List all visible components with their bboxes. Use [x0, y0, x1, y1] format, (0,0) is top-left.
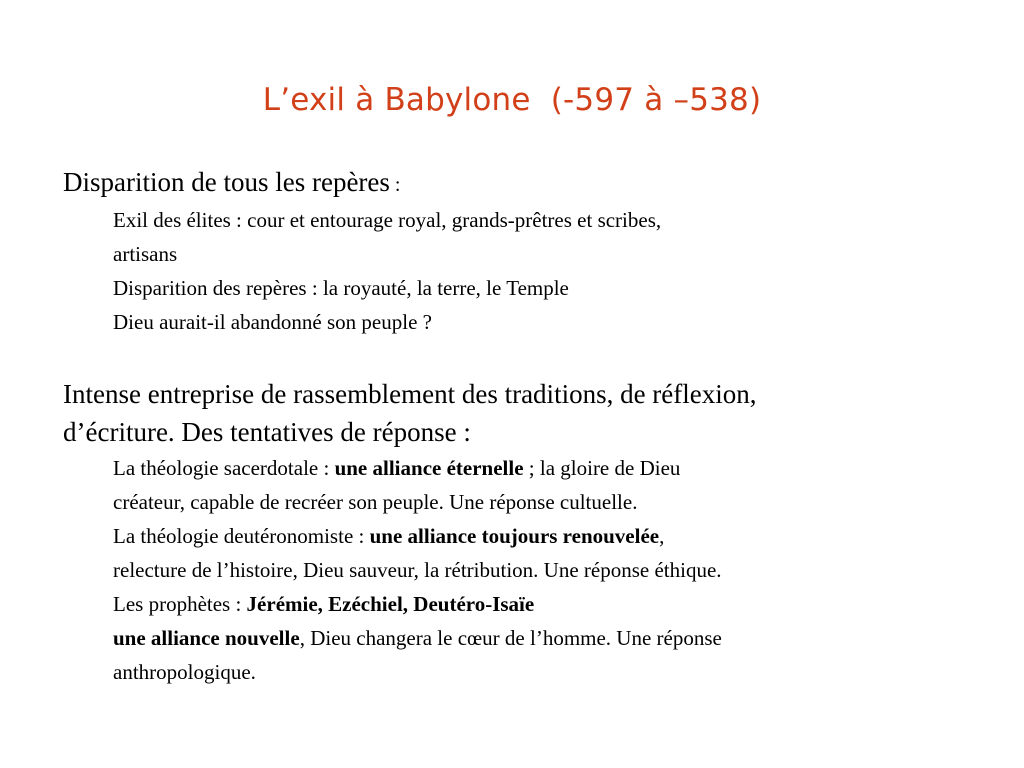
- item-suffix: ,: [659, 524, 665, 548]
- item-continuation: relecture de l’histoire, Dieu sauveur, la rétribution. Une réponse éthique.: [113, 558, 722, 582]
- item-continuation: anthropologique.: [113, 660, 256, 684]
- list-item-alliance-nouvelle: [63, 621, 963, 689]
- sub-list: [63, 203, 963, 339]
- list-item-text-cont: artisans: [113, 242, 178, 266]
- list-item: [63, 271, 963, 305]
- item-emphasis: Jérémie, Ezéchiel, Deutéro-Isaïe: [246, 592, 535, 616]
- sub-list: [63, 451, 963, 689]
- item-continuation: créateur, capable de recréer son peuple. Une réponse cultuelle.: [113, 490, 638, 514]
- list-item-text: Dieu aurait-il abandonné son peuple ?: [113, 310, 432, 334]
- section-disparition: [63, 164, 963, 339]
- slide-title: L’exil à Babylone (-597 à –538): [262, 82, 762, 118]
- list-item-sacerdotale: [63, 451, 963, 519]
- list-item-text: Disparition des repères : la royauté, la terre, le Temple: [113, 276, 569, 300]
- section-rassemblement: [63, 375, 963, 689]
- item-emphasis: une alliance toujours renouvelée: [369, 524, 660, 548]
- list-item-text: Exil des élites : cour et entourage royal, grands-prêtres et scribes,: [113, 208, 662, 232]
- section-heading-colon: :: [389, 174, 401, 196]
- item-emphasis: une alliance éternelle: [334, 456, 524, 480]
- item-emphasis: une alliance nouvelle: [113, 626, 300, 650]
- section-heading-text: Disparition de tous les repères: [63, 167, 390, 197]
- section-heading: [63, 164, 963, 203]
- list-item: [63, 305, 963, 339]
- list-item-prophetes: [63, 587, 963, 621]
- item-prefix: La théologie deutéronomiste :: [113, 524, 370, 548]
- item-prefix: Les prophètes :: [113, 592, 247, 616]
- item-suffix: ; la gloire de Dieu: [523, 456, 681, 480]
- item-prefix: La théologie sacerdotale :: [113, 456, 335, 480]
- section-heading-line2: d’écriture. Des tentatives de réponse :: [63, 417, 471, 447]
- list-item-deuteronomiste: [63, 519, 963, 587]
- section-heading: [63, 375, 963, 451]
- section-heading-line1: Intense entreprise de rassemblement des traditions, de réflexion,: [63, 379, 757, 409]
- item-suffix: , Dieu changera le cœur de l’homme. Une réponse: [299, 626, 722, 650]
- list-item: [63, 203, 963, 271]
